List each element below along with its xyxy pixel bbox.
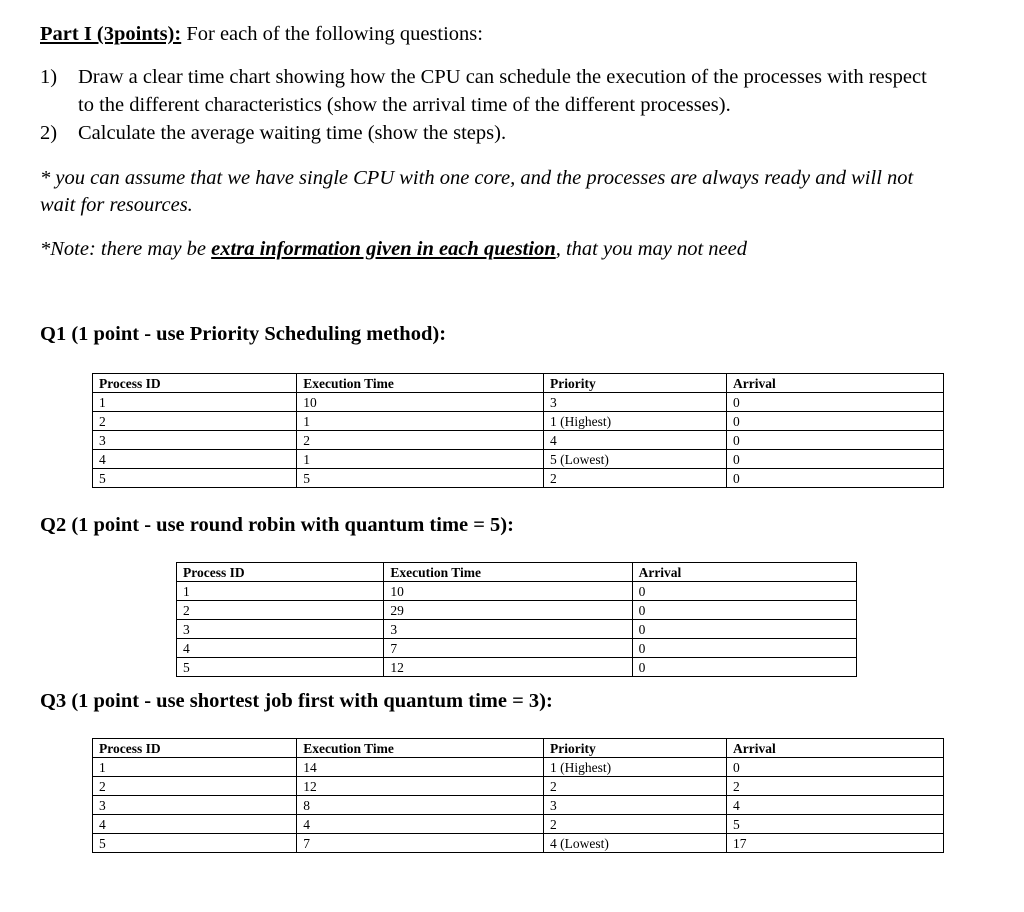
table-row (93, 815, 944, 834)
instruction-1-continued: to the different characteristics (show the arrival time of the different processes). (78, 94, 731, 116)
table-cell: 2 (544, 777, 727, 796)
part-title: Part I (3points): (40, 23, 182, 45)
table-cell: 3 (384, 620, 632, 639)
column-header: Execution Time (297, 739, 544, 758)
instruction-1-text: Draw a clear time chart showing how the CPU can schedule the execution of the processes with respect (78, 66, 927, 88)
table-cell: 5 (177, 658, 384, 677)
table-cell: 5 (Lowest) (544, 450, 727, 469)
table-cell: 0 (726, 469, 943, 488)
part-intro: For each of the following questions: (181, 23, 483, 45)
table-cell: 4 (177, 639, 384, 658)
table-cell: 2 (177, 601, 384, 620)
table-row (177, 601, 857, 620)
table-cell: 0 (632, 601, 856, 620)
instruction-1 (40, 64, 927, 90)
table-cell: 5 (726, 815, 943, 834)
table-cell: 0 (632, 639, 856, 658)
column-header: Execution Time (384, 563, 632, 582)
table-cell: 3 (544, 393, 727, 412)
table-cell: 17 (726, 834, 943, 853)
table-cell: 2 (93, 412, 297, 431)
table-cell: 4 (544, 431, 727, 450)
table-row (93, 431, 944, 450)
table-cell: 10 (297, 393, 544, 412)
extra-info-emphasis: extra information given in each question (211, 238, 556, 260)
column-header: Priority (544, 374, 727, 393)
table-cell: 0 (726, 431, 943, 450)
table-row (93, 450, 944, 469)
table-cell: 0 (632, 620, 856, 639)
table-cell: 4 (297, 815, 544, 834)
table-cell: 7 (384, 639, 632, 658)
table-cell: 2 (93, 777, 297, 796)
q3-table (92, 738, 944, 853)
table-cell: 8 (297, 796, 544, 815)
table-cell: 0 (726, 758, 943, 777)
part-heading (40, 21, 483, 47)
table-row (93, 834, 944, 853)
table-cell: 3 (93, 796, 297, 815)
table-cell: 0 (632, 582, 856, 601)
table-cell: 0 (726, 412, 943, 431)
table-cell: 12 (384, 658, 632, 677)
table-cell: 2 (726, 777, 943, 796)
table-cell: 1 (177, 582, 384, 601)
extra-info-suffix: , that you may not need (555, 238, 748, 260)
table-row (177, 658, 857, 677)
table-cell: 4 (Lowest) (544, 834, 727, 853)
table-cell: 0 (726, 393, 943, 412)
column-header: Process ID (93, 739, 297, 758)
table-row (93, 777, 944, 796)
table-cell: 2 (297, 431, 544, 450)
assumption-note-continued: wait for resources. (40, 194, 193, 216)
table-cell: 7 (297, 834, 544, 853)
table-row (177, 582, 857, 601)
column-header: Execution Time (297, 374, 544, 393)
table-row (93, 393, 944, 412)
table-cell: 3 (177, 620, 384, 639)
table-row (93, 758, 944, 777)
table-cell: 0 (632, 658, 856, 677)
extra-info-prefix: *Note: there may be (40, 238, 212, 260)
table-header-row (93, 374, 944, 393)
table-cell: 3 (544, 796, 727, 815)
table-cell: 2 (544, 469, 727, 488)
table-cell: 5 (93, 469, 297, 488)
q2-table (176, 562, 857, 677)
assumption-note: * you can assume that we have single CPU with one core, and the processes are always ready and will not (40, 167, 914, 189)
table-header-row (93, 739, 944, 758)
table-cell: 4 (93, 815, 297, 834)
table-cell: 12 (297, 777, 544, 796)
column-header: Arrival (632, 563, 856, 582)
table-header-row (177, 563, 857, 582)
table-cell: 1 (93, 393, 297, 412)
q2-heading: Q2 (1 point - use round robin with quantum time = 5): (40, 514, 514, 536)
table-cell: 3 (93, 431, 297, 450)
table-cell: 5 (297, 469, 544, 488)
table-row (177, 639, 857, 658)
column-header: Priority (544, 739, 727, 758)
instruction-2-number: 2) (40, 122, 58, 144)
table-cell: 5 (93, 834, 297, 853)
table-row (93, 469, 944, 488)
q1-heading: Q1 (1 point - use Priority Scheduling method): (40, 323, 447, 345)
column-header: Arrival (726, 374, 943, 393)
table-cell: 2 (544, 815, 727, 834)
table-cell: 14 (297, 758, 544, 777)
column-header: Process ID (177, 563, 384, 582)
table-row (93, 412, 944, 431)
table-cell: 4 (726, 796, 943, 815)
extra-info-note (40, 236, 747, 262)
table-cell: 1 (297, 412, 544, 431)
table-cell: 1 (Highest) (544, 412, 727, 431)
column-header: Process ID (93, 374, 297, 393)
q3-heading: Q3 (1 point - use shortest job first with quantum time = 3): (40, 690, 553, 712)
table-cell: 0 (726, 450, 943, 469)
q1-table (92, 373, 944, 488)
table-cell: 10 (384, 582, 632, 601)
table-cell: 4 (93, 450, 297, 469)
table-row (177, 620, 857, 639)
table-cell: 1 (93, 758, 297, 777)
table-row (93, 796, 944, 815)
column-header: Arrival (726, 739, 943, 758)
table-cell: 29 (384, 601, 632, 620)
instruction-2 (40, 120, 507, 146)
instruction-1-number: 1) (40, 66, 58, 88)
instruction-2-text: Calculate the average waiting time (show the steps). (78, 122, 507, 144)
table-cell: 1 (Highest) (544, 758, 727, 777)
table-cell: 1 (297, 450, 544, 469)
